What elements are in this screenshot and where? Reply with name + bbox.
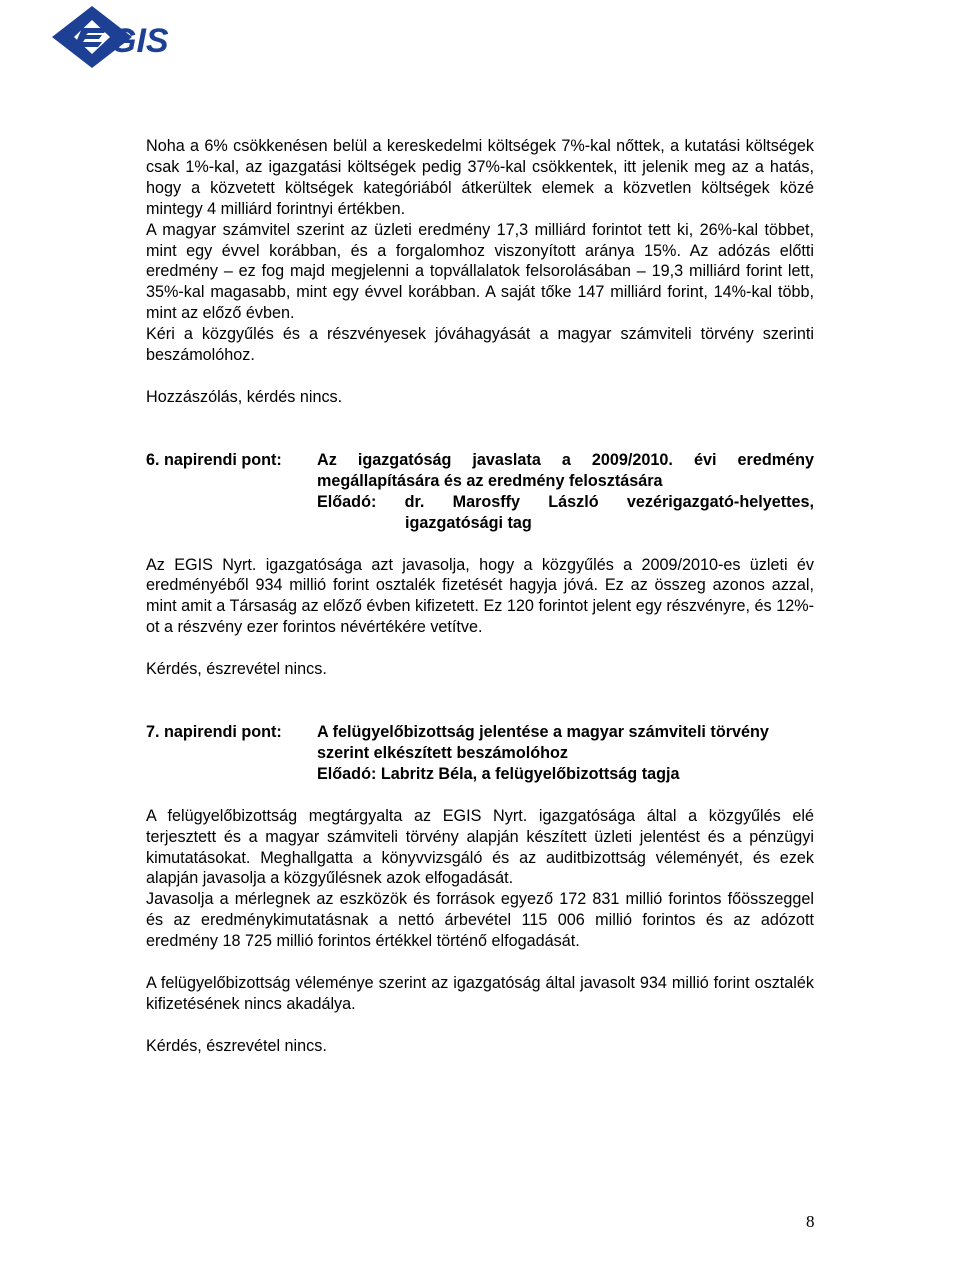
agenda-title: megállapítására és az eredmény felosztására [317,471,663,490]
document-body [146,136,814,1057]
agenda-title: A felügyelőbizottság jelentése a magyar számviteli törvény [317,723,769,742]
paragraph: Az EGIS Nyrt. igazgatósága azt javasolja, hogy a közgyűlés a 2009/2010-es üzleti év eredményéből 934 millió forint osztalék fizetését hagyja jóvá. Ez az összeg azonos azzal, mint amit a Társaság az előző évben kifizetett. Ez 120 forintot jelent egy részvényre, és 12%-ot a részvény ezer forintos névértékére vetítve. [146,555,814,637]
agenda-label: 7. napirendi pont: [146,723,282,742]
paragraph: Kérdés, észrevétel nincs. [146,1036,327,1055]
page-number: 8 [806,1212,815,1231]
agenda-label: 6. napirendi pont: [146,450,282,469]
agenda-title: szerint elkészített beszámolóhoz [317,743,568,762]
agenda-presenter: Előadó: dr. Marosffy László vezérigazgató-helyettes, [317,492,814,511]
agenda-title: Az igazgatóság javaslata a 2009/2010. évi eredmény [317,450,814,469]
paragraph: A magyar számvitel szerint az üzleti eredmény 17,3 milliárd forintot tett ki, 26%-kal többet, mint egy évvel korábban, és a forgalomhoz viszonyított aránya 15%. Az adózás előtti eredmény – ez fog majd megjelenni a topvállalatok felsorolásában – 19,3 milliárd forint lett, 35%-kal magasabb, mint egy évvel korábban. A saját tőke 147 milliárd forint, 14%-kal több, mint az előző évben. [146,220,814,323]
paragraph: Kéri a közgyűlés és a részvényesek jóváhagyását a magyar számviteli törvény szerinti beszámolóhoz. [146,325,814,365]
agenda-presenter: igazgatósági tag [405,513,532,532]
paragraph: A felügyelőbizottság megtárgyalta az EGIS Nyrt. igazgatósága által a közgyűlés elé terjesztett és a magyar számviteli törvény alapján készített üzleti jelentést és a pénzügyi kimutatásokat. Meghallgatta a könyvvizsgáló és az auditbizottság véleményét, és ezek alapján javasolja a közgyűlésnek azok elfogadását. [146,806,814,888]
agenda-presenter: Előadó: Labritz Béla, a felügyelőbizottság tagja [317,764,680,783]
logo-lettering: GIS [110,22,169,60]
egis-logo-mark [52,6,212,68]
egis-logo [52,6,212,68]
paragraph: Noha a 6% csökkenésen belül a kereskedelmi költségek 7%-kal nőttek, a kutatási költségek csak 1%-kal, az igazgatási költségek pedig 37%-kal csökkentek, itt jelenik meg az a hatás, hogy a közvetett költségek kategóriából átkerültek elemek a közvetlen költségek közé mintegy 4 milliárd forintnyi értékben. [146,137,814,218]
paragraph: Hozzászólás, kérdés nincs. [146,387,343,406]
paragraph: Javasolja a mérlegnek az eszközök és források egyező 172 831 millió forintos főösszeggel és az eredménykimutatásnak a nettó árbevétel 115 006 millió forintos és az adózott eredmény 18 725 millió forintos értékkel történő elfogadását. [146,890,814,951]
agenda-item-6 [146,450,814,534]
paragraph: Kérdés, észrevétel nincs. [146,660,327,679]
paragraph: A felügyelőbizottság véleménye szerint az igazgatóság által javasolt 934 millió forint osztalék kifizetésének nincs akadálya. [146,974,814,1013]
agenda-item-7 [146,722,814,785]
